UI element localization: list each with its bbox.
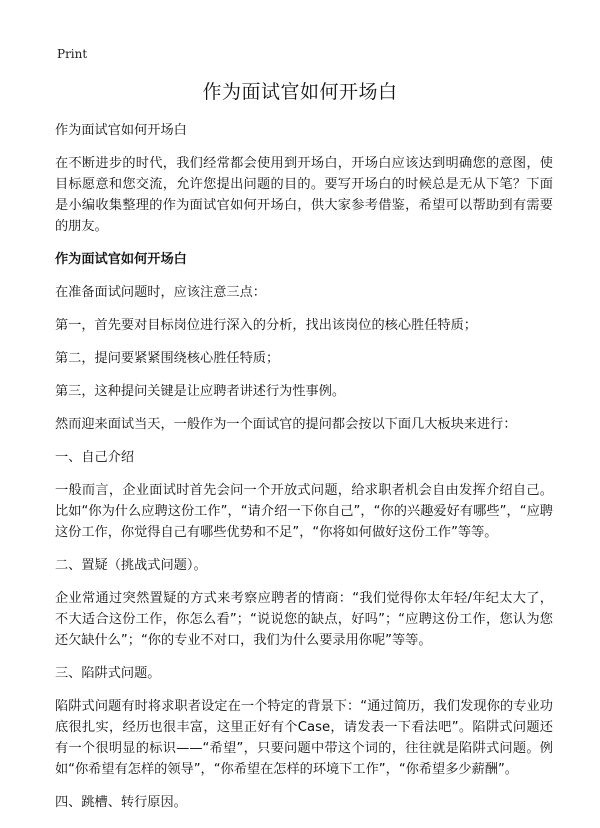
intro-paragraph: 在不断进步的时代，我们经常都会使用到开场白，开场白应该达到明确您的意图，使目标愿意和您交流，允许您提出问题的目的。要写开场白的时候总是无从下笔？下面是小编收集整理的作为面试官如何开场白，供大家参考借鉴，希望可以帮助到有需要的朋友。 xyxy=(55,156,553,234)
subheading-self-intro: 一、自己介绍 xyxy=(55,450,135,465)
paragraph-self-intro: 一般而言，企业面试时首先会问一个开放式问题，给求职者机会自由发挥介绍自己。比如“你为什么应聘这份工作”，“请介绍一下你自己”，“你的兴趣爱好有哪些”，“应聘这份工作，你觉得自己有哪些优势和不足”，“你将如何做好这份工作”等等。 xyxy=(55,483,553,540)
subheading-job-change: 四、跳槽、转行原因。 xyxy=(55,795,187,810)
paragraph-sections-intro: 然而迎来面试当天，一般作为一个面试官的提问都会按以下面几大板块来进行： xyxy=(55,417,517,432)
paragraph-point-3: 第三，这种提问关键是让应聘者讲述行为性事例。 xyxy=(55,384,346,399)
article-body xyxy=(55,120,553,825)
page-title: 作为面试官如何开场白 xyxy=(202,81,398,103)
paragraph-prep-note: 在准备面试问题时，应该注意三点： xyxy=(55,285,266,300)
article-subtitle: 作为面试官如何开场白 xyxy=(55,123,187,138)
print-link[interactable]: Print xyxy=(57,47,88,61)
paragraph-point-2: 第二，提问要紧紧围绕核心胜任特质； xyxy=(55,351,280,366)
paragraph-point-1: 第一，首先要对目标岗位进行深入的分析，找出该岗位的核心胜任特质； xyxy=(55,318,477,333)
subheading-trap: 三、陷阱式问题。 xyxy=(55,666,161,681)
section-heading: 作为面试官如何开场白 xyxy=(55,252,187,267)
subheading-challenge: 二、置疑（挑战式问题）。 xyxy=(55,558,207,573)
paragraph-challenge: 企业常通过突然置疑的方式来考察应聘者的情商：“我们觉得你太年轻/年纪太大了，不大适合这份工作，你怎么看”；“说说您的缺点，好吗”；“应聘这份工作，您认为您还欠缺什么”；“你的专业不对口，我们为什么要录用你呢”等等。 xyxy=(55,591,553,648)
paragraph-trap: 陷阱式问题有时将求职者设定在一个特定的背景下：“通过简历，我们发现你的专业功底很扎实，经历也很丰富，这里正好有个Case，请发表一下看法吧”。陷阱式问题还有一个很明显的标识——“希望”，只要问题中带这个词的，往往就是陷阱式问题。例如“你希望有怎样的领导”，“你希望在怎样的环境下工作”，“你希望多少薪酬”。 xyxy=(55,699,553,777)
